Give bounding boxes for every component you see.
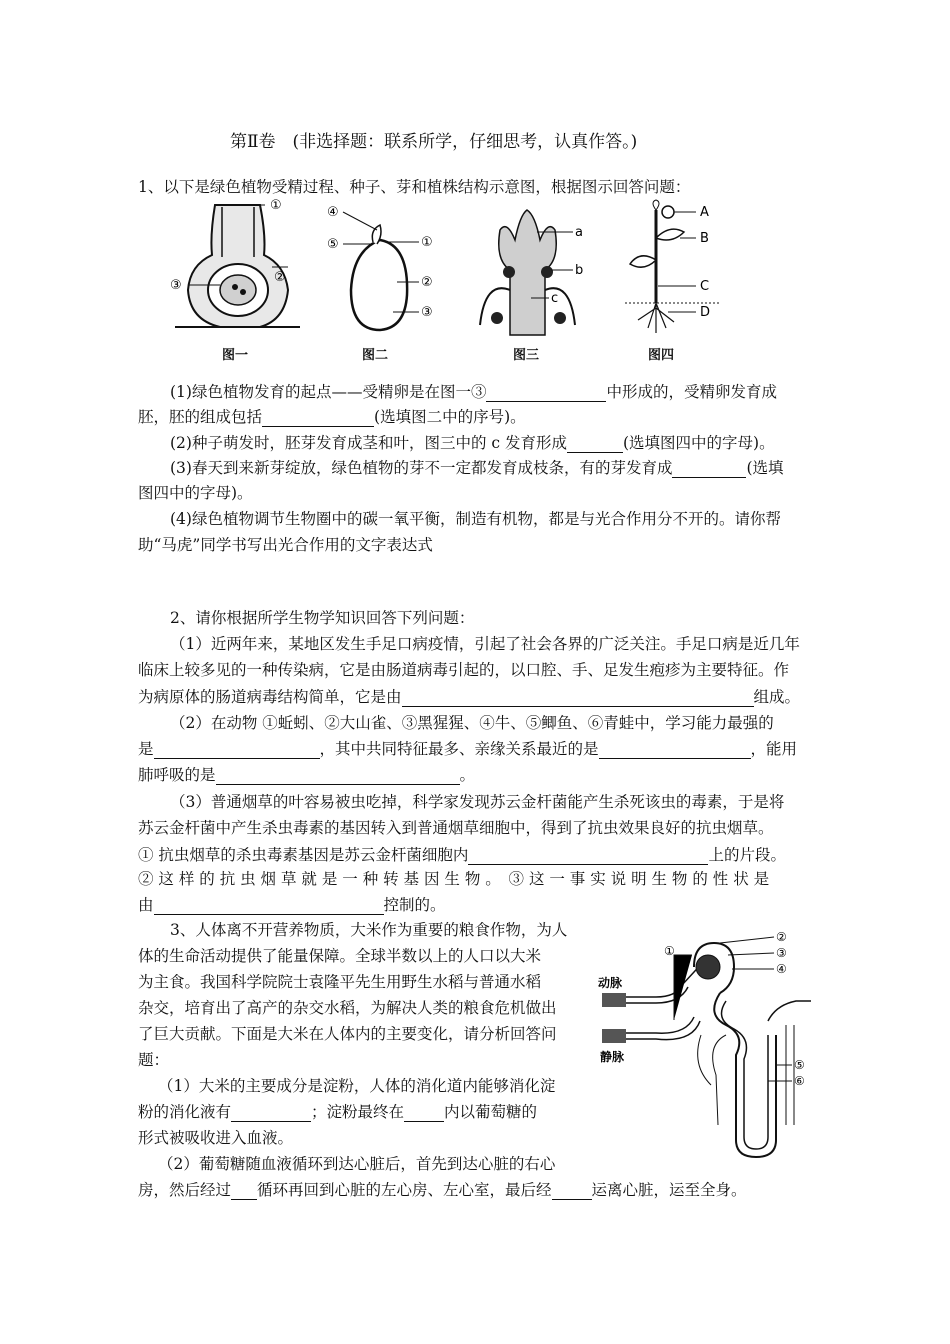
q2-p3g: 控制的。	[383, 896, 446, 914]
q2-p2d: ，能用	[750, 740, 798, 758]
nephron-label-5: ⑤	[794, 1058, 805, 1072]
q2-p2b: 是	[138, 740, 154, 758]
q2-p2c: ，其中共同特征最多、亲缘关系最近的是	[319, 740, 599, 758]
figure-2-caption: 图二	[362, 348, 389, 363]
q3-p1d: 内以葡萄糖的	[444, 1103, 538, 1121]
q2-part3-line4: ② 这 样 的 抗 虫 烟 草 就 是 一 种 转 基 因 生 物 。 ③ 这 一 事 实 说 明 生 物 的 性 状 是	[138, 870, 770, 888]
q2-p2f: 。	[459, 766, 476, 784]
q2-p3f: 由	[138, 896, 154, 914]
seed-outline	[351, 240, 407, 330]
q3-stem-line6: 题：	[138, 1051, 170, 1069]
q3-part2-line1: （2）葡萄糖随血液循环到达心脏后，首先到达心脏的右心	[158, 1155, 556, 1173]
fig1-label-2: ②	[274, 270, 286, 285]
section-title: 第Ⅱ卷 (非选择题：联系所学，仔细思考，认真作答。)	[230, 132, 638, 152]
glomerulus	[696, 955, 720, 979]
figure-3-bud	[465, 200, 595, 340]
fig3-label-a: a	[575, 225, 583, 240]
q3-blank-2[interactable]	[404, 1105, 444, 1122]
q2-blank-1[interactable]	[402, 690, 754, 707]
q1-part1-line2	[138, 407, 526, 427]
q2-part1-line3	[138, 687, 800, 707]
q1-blank-3[interactable]	[567, 436, 623, 453]
q3-stem-line3: 为主食。我国科学院院士袁隆平先生用野生水稻与普通水稻	[138, 973, 542, 991]
nephron-label-2: ②	[776, 930, 787, 944]
q2-p1c: 为病原体的肠道病毒结构简单，它是由	[138, 688, 402, 706]
q3-stem-line2: 体的生命活动提供了能量保障。全球半数以上的人口以大米	[138, 947, 542, 965]
figure-3-caption: 图三	[513, 348, 540, 363]
q2-p3d: 上的片段。	[708, 846, 786, 864]
q1-blank-4[interactable]	[672, 461, 746, 478]
figure-4-plant	[620, 198, 730, 343]
q1-p3b: (选填	[746, 459, 784, 477]
q2-blank-6[interactable]	[154, 898, 384, 915]
q1-part3-line1	[170, 458, 784, 478]
leaf-lower	[630, 256, 656, 267]
tubule	[714, 993, 776, 1157]
fig2-label-4: ④	[327, 205, 339, 220]
figure-4-caption: 图四	[648, 348, 675, 363]
q3-p2d: 运离心脏，运至全身。	[591, 1181, 747, 1199]
nephron-label-4: ④	[776, 962, 787, 976]
q1-stem: 1、以下是绿色植物受精过程、种子、芽和植株结构示意图，根据图示回答问题：	[138, 178, 691, 196]
q3-blank-4[interactable]	[552, 1183, 592, 1200]
nephron-label-artery: 动脉	[598, 976, 623, 990]
q2-stem: 2、请你根据所学生物学知识回答下列问题：	[170, 609, 475, 627]
q2-blank-3[interactable]	[599, 742, 751, 759]
q2-part1-line2: 临床上较多见的一种传染病，它是由肠道病毒引起的，以口腔、手、足发生疱疹为主要特征。作	[138, 661, 790, 679]
q2-p2e: 肺呼吸的是	[138, 766, 216, 784]
q3-p1b: 粉的消化液有	[138, 1103, 232, 1121]
fig4-label-A: A	[700, 205, 709, 220]
q3-part2-line2	[138, 1180, 747, 1200]
q1-blank-1[interactable]	[486, 385, 606, 402]
q3-blank-1[interactable]	[231, 1105, 311, 1122]
q2-part2-line3	[138, 765, 475, 785]
q1-p1a: (1)绿色植物发育的起点——受精卵是在图一③	[170, 383, 487, 401]
fig3-label-c: c	[551, 291, 559, 306]
q3-blank-3[interactable]	[231, 1183, 257, 1200]
q3-part1-line3: 形式被吸收进入血液。	[138, 1129, 294, 1147]
q1-part4-line1: (4)绿色植物调节生物圈中的碳一氧平衡，制造有机物，都是与光合作用分不开的。请你帮	[170, 510, 781, 528]
q2-part3-line5	[138, 895, 446, 915]
q3-stem-line5: 了巨大贡献。下面是大米在人体内的主要变化，请分析回答问	[138, 1025, 557, 1043]
fig4-label-D: D	[700, 305, 711, 320]
q2-p3c: ① 抗虫烟草的杀虫毒素基因是苏云金杆菌细胞内	[138, 846, 469, 864]
nephron-label-6: ⑥	[794, 1074, 805, 1088]
q2-blank-5[interactable]	[468, 848, 708, 865]
fig2-label-1: ①	[421, 235, 433, 250]
fig1-label-3: ③	[170, 278, 182, 293]
q2-part2-line2	[138, 739, 797, 759]
q3-p1c: ；淀粉最终在	[311, 1103, 405, 1121]
q2-part3-line2: 苏云金杆菌中产生杀虫毒素的基因转入到普通烟草细胞中，得到了抗虫效果良好的抗虫烟草。	[138, 819, 774, 837]
q3-part1-line2	[138, 1102, 537, 1122]
q3-stem-line1: 3、人体离不开营养物质，大米作为重要的粮食作物，为人	[170, 921, 568, 939]
q1-p1c: 胚，胚的组成包括	[138, 408, 263, 426]
q1-p1b: 中形成的，受精卵发育成	[606, 383, 777, 401]
leaf-upper	[656, 229, 684, 240]
fig2-label-5: ⑤	[327, 237, 339, 252]
q2-blank-2[interactable]	[154, 742, 320, 759]
fig4-label-B: B	[700, 231, 709, 246]
q1-blank-2[interactable]	[262, 410, 374, 427]
fig4-label-C: C	[700, 279, 710, 294]
q2-part2-line1: （2）在动物 ①蚯蚓、②大山雀、③黑猩猩、④牛、⑤鲫鱼、⑥青蛙中，学习能力最强的	[170, 714, 774, 732]
figure-nephron	[596, 925, 821, 1165]
fig3-label-b: b	[575, 263, 584, 278]
nephron-label-1: ①	[664, 944, 675, 958]
figure-2-seed	[325, 200, 445, 345]
q1-p3a: (3)春天到来新芽绽放，绿色植物的芽不一定都发育成枝条，有的芽发育成	[170, 459, 673, 477]
q1-part1-line1	[170, 382, 777, 402]
fig2-label-3: ③	[421, 305, 433, 320]
fig1-label-1: ①	[270, 198, 282, 213]
fig2-label-2: ②	[421, 275, 433, 290]
q3-stem-line4: 杂交，培育出了高产的杂交水稻，为解决人类的粮食危机做出	[138, 999, 557, 1017]
q3-p2b: 房，然后经过	[138, 1181, 232, 1199]
q1-part4-line2: 助“马虎”同学书写出光合作用的文字表达式	[138, 536, 433, 554]
q2-part1-line1: （1）近两年来，某地区发生手足口病疫情，引起了社会各界的广泛关注。手足口病是近几年	[170, 635, 800, 653]
figure-1-caption: 图一	[222, 348, 249, 363]
q2-part3-line1: （3）普通烟草的叶容易被虫吃掉，科学家发现苏云金杆菌能产生杀死该虫的毒素，于是将	[170, 793, 785, 811]
q3-part1-line1: （1）大米的主要成分是淀粉，人体的消化道内能够消化淀	[158, 1077, 556, 1095]
q1-p2a: (2)种子萌发时，胚芽发育成茎和叶，图三中的 c 发育形成	[170, 434, 567, 452]
q1-p1d: (选填图二中的序号)。	[374, 408, 526, 426]
q1-p2b: (选填图四中的字母)。	[623, 434, 775, 452]
q2-p1d: 组成。	[753, 688, 801, 706]
nephron-label-3: ③	[776, 946, 787, 960]
q1-part3-line2: 图四中的字母)。	[138, 484, 253, 502]
q2-part3-line3	[138, 845, 786, 865]
q3-p2c: 循环再回到心脏的左心房、左心室，最后经	[257, 1181, 552, 1199]
q2-blank-4[interactable]	[216, 768, 460, 785]
figure-1-fertilization	[160, 195, 310, 360]
nephron-label-vein: 静脉	[600, 1050, 625, 1064]
q1-part2	[170, 433, 775, 453]
